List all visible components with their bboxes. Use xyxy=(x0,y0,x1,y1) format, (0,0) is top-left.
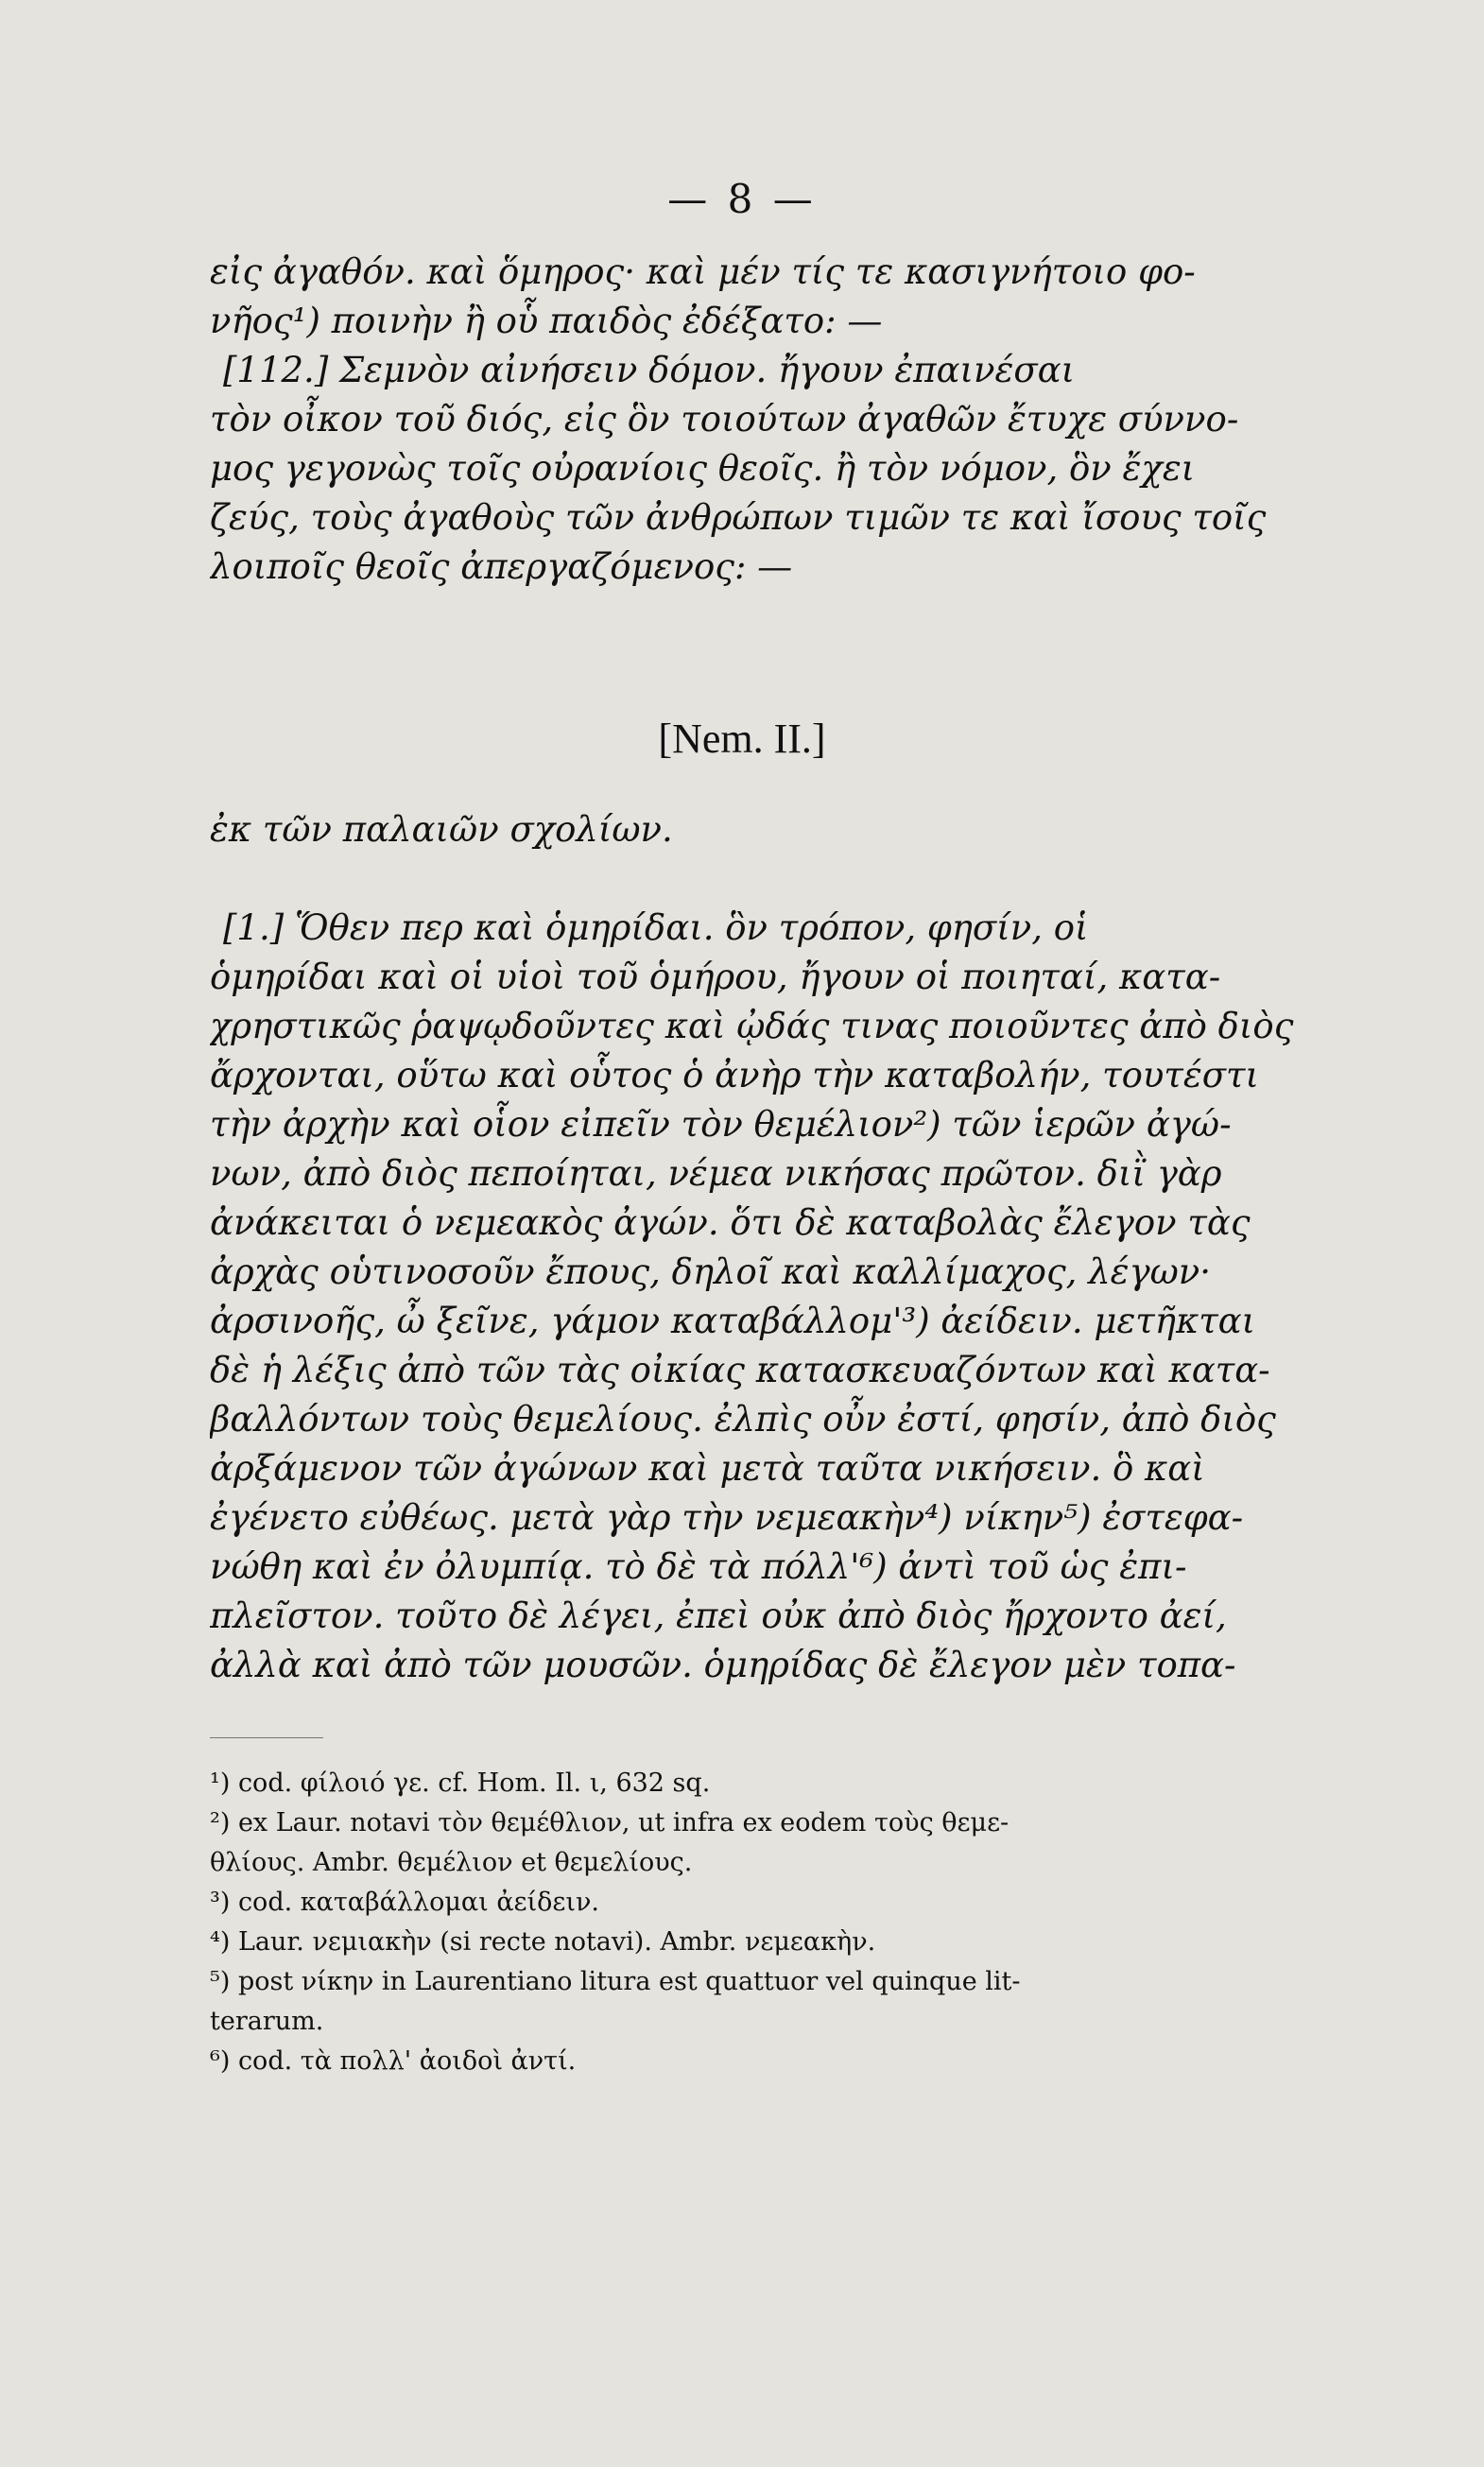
text-line: χρηστικῶς ῥαψῳδοῦντες καὶ ᾠδάς τινας ποιοῦντες ἀπὸ διὸς xyxy=(210,1006,1294,1046)
text-line: νῆος¹) ποινὴν ἢ οὗ παιδὸς ἐδέξατο: — xyxy=(210,301,883,341)
footnote-divider xyxy=(210,1737,323,1738)
text-line: ὁμηρίδαι καὶ οἱ υἱοὶ τοῦ ὁμήρου, ἤγουν οἱ ποιηταί, κατα- xyxy=(210,957,1221,997)
text-line: εἰς ἀγαθόν. καὶ ὅμηρος· καὶ μέν τίς τε κασιγνήτοιο φο- xyxy=(210,251,1196,292)
text-line: πλεῖστον. τοῦτο δὲ λέγει, ἐπεὶ οὐκ ἀπὸ διὸς ἤρχοντο ἀεί, xyxy=(210,1596,1227,1636)
footnote-line: θλίους. Ambr. θεμέλιον et θεμελίους. xyxy=(210,1848,693,1877)
footnote-line: ⁵) post νίκην in Laurentiano litura est quattuor vel quinque lit- xyxy=(210,1967,1021,1996)
text-line: λοιποῖς θεοῖς ἀπεργαζόμενος: — xyxy=(210,546,793,587)
page-number: — 8 — xyxy=(667,176,817,222)
text-line: [112.] Σεμνὸν αἰνήσειν δόμον. ἤγουν ἐπαινέσαι xyxy=(223,350,1076,390)
text-line: μος γεγονὼς τοῖς οὐρανίοις θεοῖς. ἢ τὸν νόμον, ὃν ἔχει xyxy=(210,448,1196,489)
text-line: τὴν ἀρχὴν καὶ οἷον εἰπεῖν τὸν θεμέλιον²) τῶν ἱερῶν ἀγώ- xyxy=(210,1104,1232,1145)
subheading: ἐκ τῶν παλαιῶν σχολίων. xyxy=(210,809,673,850)
text-line: ζεύς, τοὺς ἀγαθοὺς τῶν ἀνθρώπων τιμῶν τε καὶ ἴσους τοῖς xyxy=(210,497,1267,538)
footnote-line: ⁶) cod. τὰ πολλ' ἀοιδοὶ ἀντί. xyxy=(210,2046,577,2076)
footnote-line: ⁴) Laur. νεμιακὴν (si recte notavi). Ambr. νεμεακὴν. xyxy=(210,1927,876,1957)
footnotes xyxy=(210,1764,1295,2081)
text-line: ἀλλὰ καὶ ἀπὸ τῶν μουσῶν. ὁμηρίδας δὲ ἔλεγον μὲν τοπα- xyxy=(210,1645,1236,1685)
footnote-line: ¹) cod. φίλοιό γε. cf. Hom. Il. ι, 632 sq. xyxy=(210,1768,711,1798)
footnote-line: ³) cod. καταβάλλομαι ἀείδειν. xyxy=(210,1888,599,1917)
text-line: ἀρχὰς οὑτινοσοῦν ἔπους, δηλοῖ καὶ καλλίμαχος, λέγων· xyxy=(210,1251,1212,1292)
text-line: ἀρξάμενον τῶν ἀγώνων καὶ μετὰ ταῦτα νικήσειν. ὃ καὶ xyxy=(210,1448,1205,1489)
text-line: νώθη καὶ ἐν ὀλυμπίᾳ. τὸ δὲ τὰ πόλλ'⁶) ἀντὶ τοῦ ὡς ἐπι- xyxy=(210,1546,1187,1587)
text-line: νων, ἀπὸ διὸς πεποίηται, νέμεα νικήσας πρῶτον. διῒ γὰρ xyxy=(210,1153,1222,1194)
text-line: ἀνάκειται ὁ νεμεακὸς ἀγών. ὅτι δὲ καταβολὰς ἔλεγον τὰς xyxy=(210,1202,1251,1243)
text-line: βαλλόντων τοὺς θεμελίους. ἐλπὶς οὖν ἐστί, φησίν, ἀπὸ διὸς xyxy=(210,1399,1276,1440)
text-line: ἄρχονται, οὕτω καὶ οὗτος ὁ ἀνὴρ τὴν καταβολήν, τουτέστι xyxy=(210,1055,1259,1095)
footnote-line: terarum. xyxy=(210,2007,324,2036)
text-line: τὸν οἶκον τοῦ διός, εἰς ὃν τοιούτων ἀγαθῶν ἔτυχε σύννο- xyxy=(210,399,1239,440)
text-line: ἀρσινοῆς, ὦ ξεῖνε, γάμον καταβάλλομ'³) ἀείδειν. μετῆκται xyxy=(210,1301,1256,1341)
commentary-block-1 xyxy=(210,248,1295,592)
text-line: δὲ ἡ λέξις ἀπὸ τῶν τὰς οἰκίας κατασκευαζόντων καὶ κατα- xyxy=(210,1350,1270,1390)
text-line: [1.] Ὅθεν περ καὶ ὁμηρίδαι. ὃν τρόπον, φησίν, οἱ xyxy=(223,907,1089,948)
section-heading: [Nem. II.] xyxy=(658,716,826,762)
spacer-line xyxy=(210,854,1295,904)
scholia-block xyxy=(210,805,1295,1690)
footnote-line: ²) ex Laur. notavi τὸν θεμέθλιον, ut infra ex eodem τοὺς θεμε- xyxy=(210,1808,1009,1837)
text-line: ἐγένετο εὐθέως. μετὰ γὰρ τὴν νεμεακὴν⁴) νίκην⁵) ἐστεφα- xyxy=(210,1497,1244,1538)
